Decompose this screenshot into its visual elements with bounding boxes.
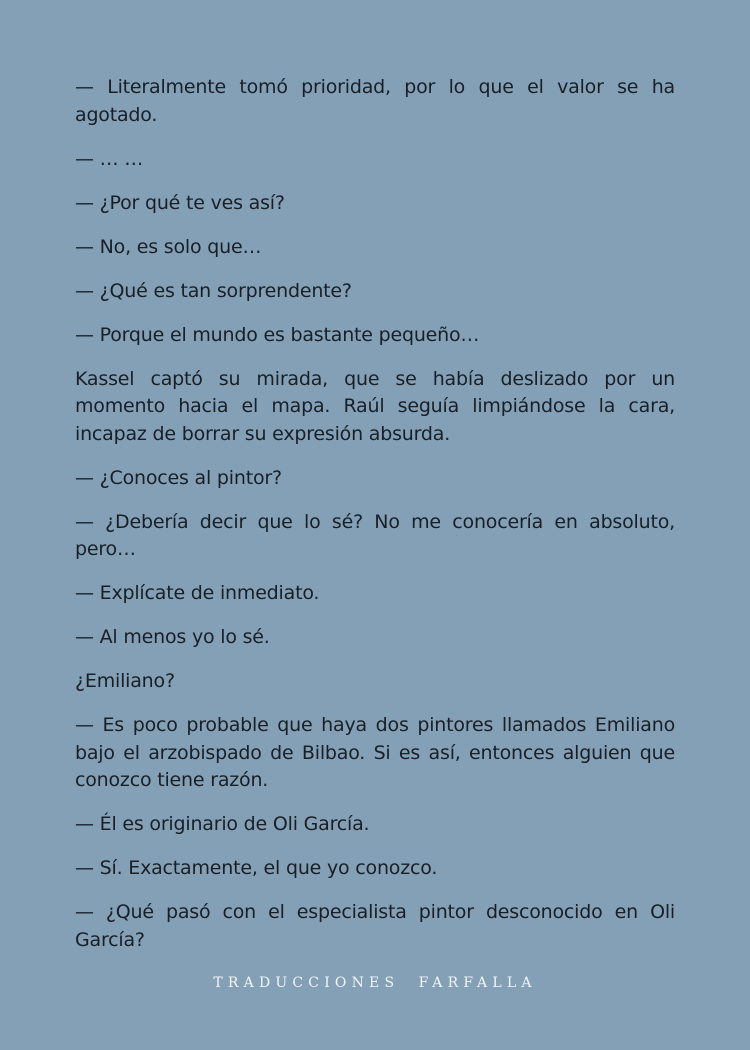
translator-footer: TRADUCCIONES FARFALLA — [213, 975, 537, 991]
paragraph: — ¿Por qué te ves así? — [75, 191, 285, 214]
paragraph: ¿Emiliano? — [75, 670, 175, 692]
paragraph: Kassel captó su mirada, que se había deslizado por un momento hacia el mapa. Raúl seguía limpiándose la cara, incapaz de borrar su expresión absurda. — [75, 367, 675, 445]
paragraph: — Al menos yo lo sé. — [75, 626, 270, 648]
paragraph: — ¿Qué es tan sorprendente? — [75, 279, 352, 302]
paragraph: — Es poco probable que haya dos pintores llamados Emiliano bajo el arzobispado de Bilbao. Si es así, entonces alguien que conozco tiene razón. — [75, 714, 675, 791]
paragraph: — Literalmente tomó prioridad, por lo que el valor se ha agotado. — [75, 76, 675, 126]
paragraph: — Sí. Exactamente, el que yo conozco. — [75, 857, 438, 879]
paragraph: — ¿Debería decir que lo sé? No me conocería en absoluto, pero… — [75, 510, 675, 560]
paragraph: — No, es solo que… — [75, 235, 262, 258]
paragraph: — ¿Qué pasó con el especialista pintor desconocido en Oli García? — [75, 901, 675, 951]
page-body — [75, 74, 675, 971]
paragraph: — Él es originario de Oli García. — [75, 813, 370, 835]
paragraph: — Porque el mundo es bastante pequeño… — [75, 323, 480, 346]
paragraph: — Explícate de inmediato. — [75, 582, 320, 604]
paragraph: — … … — [75, 147, 144, 170]
paragraph: — ¿Conoces al pintor? — [75, 466, 282, 489]
